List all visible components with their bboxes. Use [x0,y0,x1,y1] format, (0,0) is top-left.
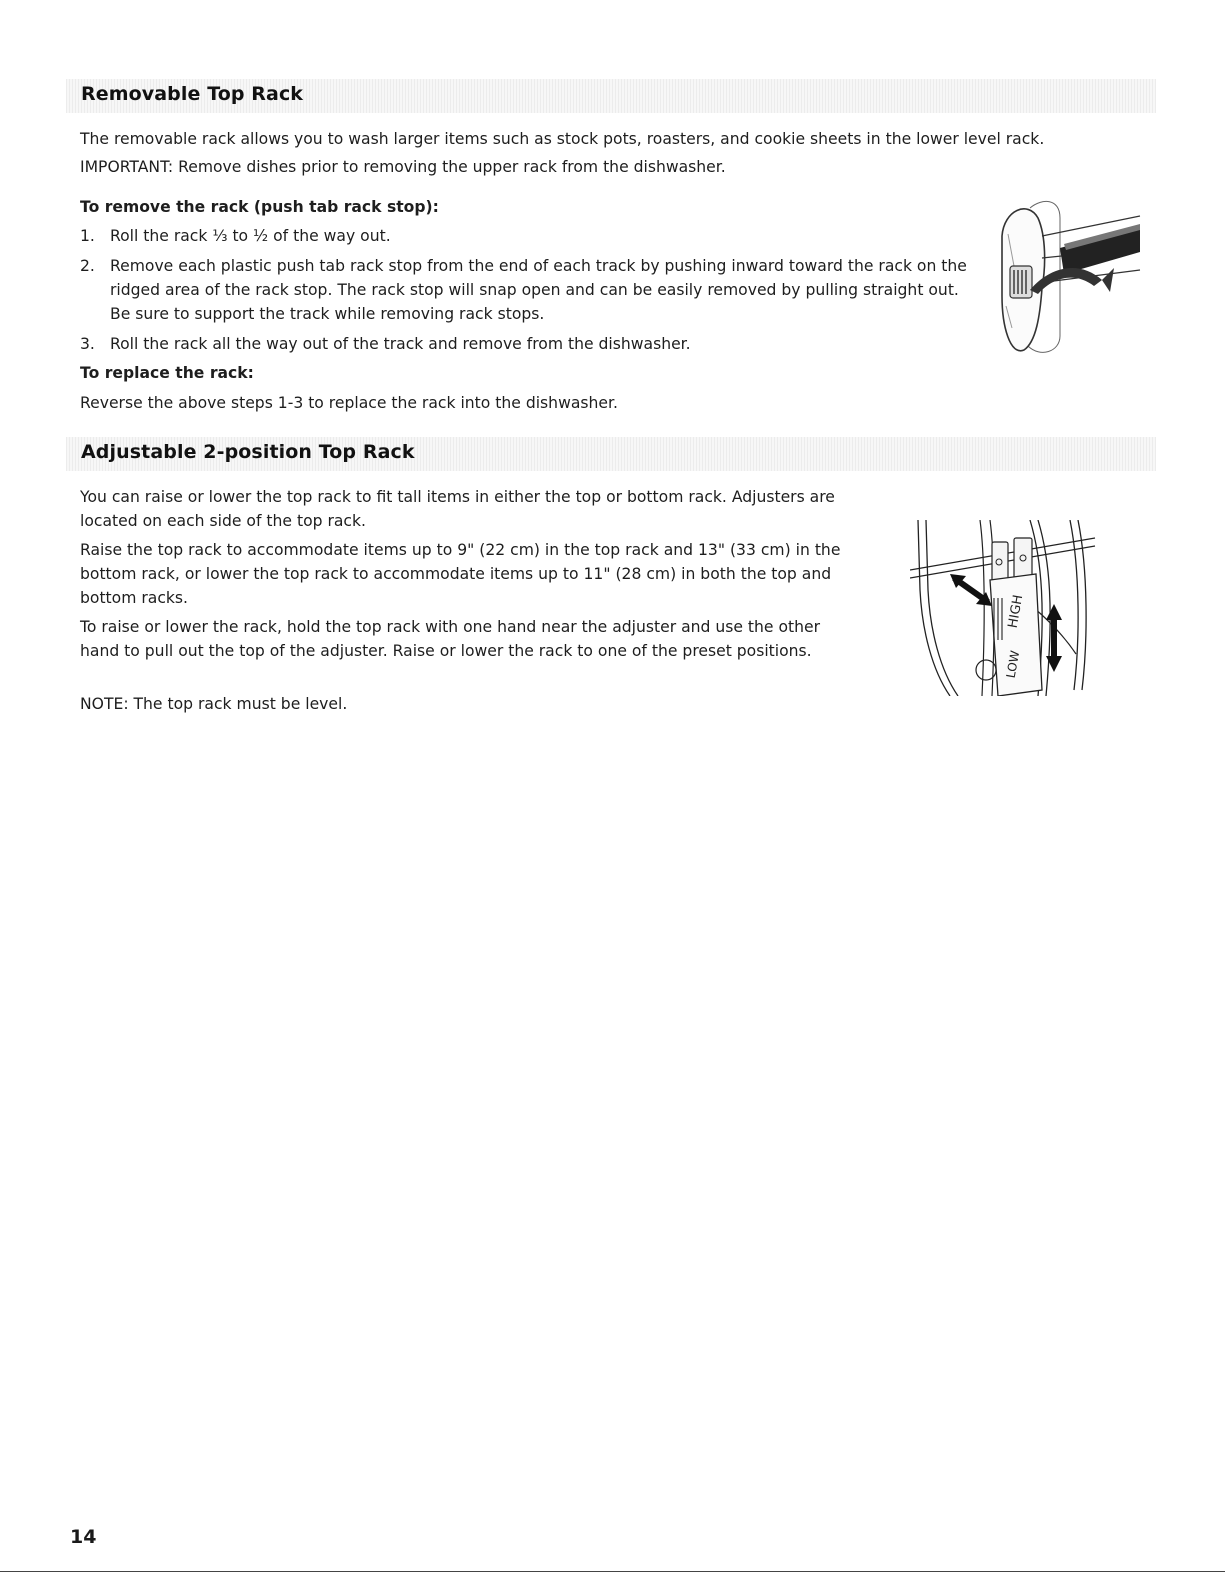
list-number: 3. [80,335,95,353]
footer-rule [0,1571,1225,1572]
note-paragraph: NOTE: The top rack must be level. [80,695,348,713]
section-heading-removable-top-rack: Removable Top Rack [81,83,304,105]
rack-adjuster-illustration [910,520,1100,696]
intro-paragraph: The removable rack allows you to wash larger items such as stock pots, roasters, and cookie sheets in the lower level rack. [80,130,1045,148]
page-number: 14 [70,1526,97,1548]
list-number: 1. [80,227,95,245]
section-header-band [66,437,1156,471]
list-number: 2. [80,257,95,275]
list-item [80,224,940,248]
list-item [80,254,970,326]
body-paragraph: To raise or lower the rack, hold the top rack with one hand near the adjuster and use the other hand to pull out the top of the adjuster. Raise or lower the rack to one of the preset positions. [80,618,821,660]
low-label: LOW [1003,649,1023,680]
replace-paragraph: Reverse the above steps 1-3 to replace the rack into the dishwasher. [80,394,618,412]
list-text: Remove each plastic push tab rack stop from the end of each track by pushing inward toward the rack on the ridged area of the rack stop. The rack stop will snap open and can be easily removed by pulling straight out. Be sure to support the track while removing rack stops. [110,257,967,323]
list-item [80,332,940,356]
list-text: Roll the rack all the way out of the track and remove from the dishwasher. [110,335,691,353]
section-header-band [66,79,1156,113]
rack-stop-illustration [990,196,1150,358]
remove-subheading: To remove the rack (push tab rack stop): [80,198,439,216]
high-label: HIGH [1005,593,1027,630]
important-note: IMPORTANT: Remove dishes prior to removing the upper rack from the dishwasher. [80,158,726,176]
body-paragraph: You can raise or lower the top rack to fit tall items in either the top or bottom rack. Adjusters are located on each side of the top rack. [80,488,835,530]
body-paragraph: Raise the top rack to accommodate items up to 9" (22 cm) in the top rack and 13" (33 cm) in the bottom rack, or lower the top rack to accommodate items up to 11" (28 cm) in both the top and bottom racks. [80,541,841,607]
list-text: Roll the rack ⅓ to ½ of the way out. [110,227,391,245]
section-heading-adjustable-rack: Adjustable 2-position Top Rack [81,441,415,463]
replace-subheading: To replace the rack: [80,364,254,382]
